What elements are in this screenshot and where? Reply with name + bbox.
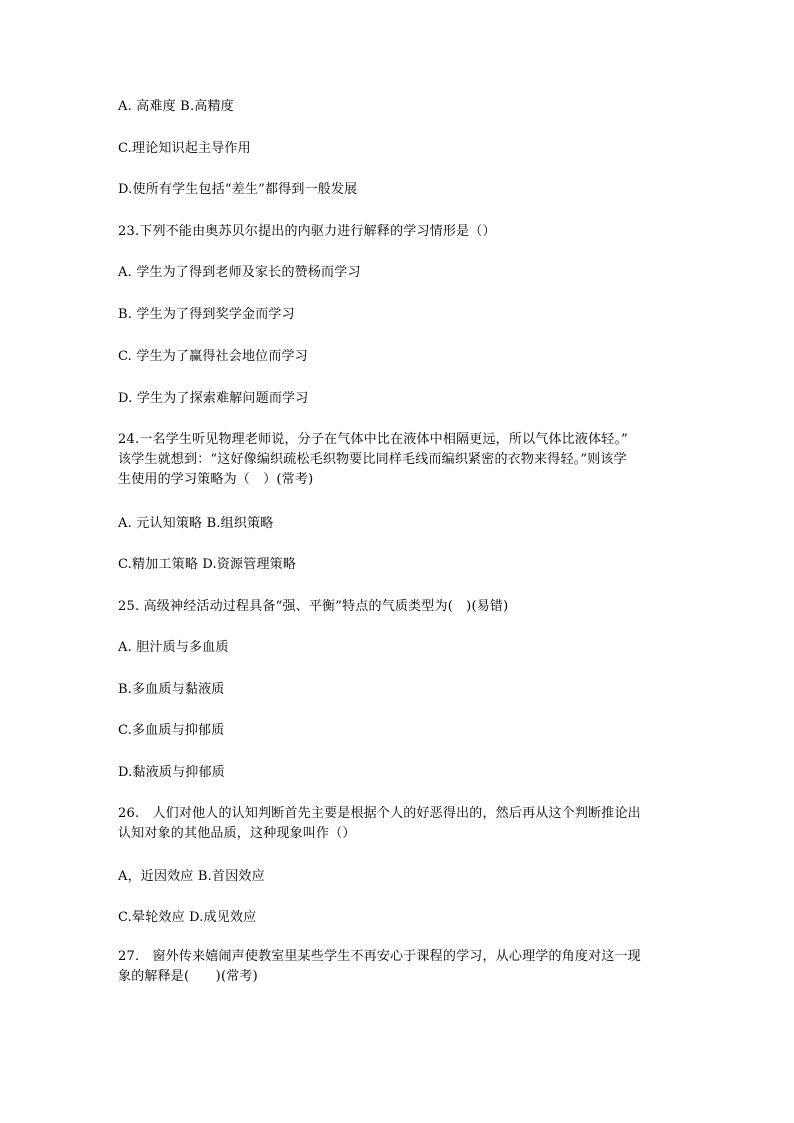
question-26-line-2: 认知对象的其他品质，这种现象叫作（） bbox=[118, 826, 356, 841]
option-line: B.多血质与黏液质 bbox=[118, 682, 225, 697]
option-line: D.黏液质与抑郁质 bbox=[118, 765, 225, 780]
question-24 bbox=[118, 430, 688, 490]
question-24-line-2: 该学生就想到：“这好像编织疏松毛织物要比同样毛线而编织紧密的衣物来得轻。”则该学 bbox=[118, 452, 627, 467]
option-line: C.多血质与抑郁质 bbox=[118, 723, 225, 738]
option-line: A. 元认知策略 B.组织策略 bbox=[118, 516, 274, 531]
option-line: A. 胆汁质与多血质 bbox=[118, 640, 229, 655]
option-line: A，近因效应 B.首因效应 bbox=[118, 869, 265, 884]
option-line: A. 高难度 B.高精度 bbox=[118, 99, 234, 114]
question-23: 23.下列不能由奥苏贝尔提出的内驱力进行解释的学习情形是（） bbox=[118, 224, 496, 239]
option-line: C.精加工策略 D.资源管理策略 bbox=[118, 557, 297, 572]
question-27-line-2: 象的解释是( )(常考) bbox=[118, 969, 258, 984]
question-26 bbox=[118, 804, 688, 844]
question-26-line-1: 26. 人们对他人的认知判断首先主要是根据个人的好恶得出的，然后再从这个判断推论出 bbox=[118, 806, 641, 821]
question-24-line-1: 24.一名学生听见物理老师说，分子在气体中比在液体中相隔更远，所以气体比液体轻。” bbox=[118, 432, 629, 447]
option-line: C.理论知识起主导作用 bbox=[118, 141, 251, 156]
question-25: 25. 高级神经活动过程具备“强、平衡”特点的气质类型为( )(易错) bbox=[118, 599, 509, 614]
question-24-line-3: 生使用的学习策略为（ ）(常考) bbox=[118, 472, 314, 487]
option-line: A. 学生为了得到老师及家长的赞杨而学习 bbox=[118, 265, 361, 280]
option-line: D. 学生为了探索难解问题而学习 bbox=[118, 391, 309, 406]
option-line: D.使所有学生包括“差生”都得到一般发展 bbox=[118, 182, 358, 197]
question-27-line-1: 27. 窗外传来嬉闹声使教室里某些学生不再安心于课程的学习，从心理学的角度对这一现 bbox=[118, 949, 641, 964]
option-line: B. 学生为了得到奖学金而学习 bbox=[118, 307, 295, 322]
question-27 bbox=[118, 947, 688, 987]
option-line: C. 学生为了赢得社会地位而学习 bbox=[118, 349, 308, 364]
option-line: C.晕轮效应 D.成见效应 bbox=[118, 910, 257, 925]
